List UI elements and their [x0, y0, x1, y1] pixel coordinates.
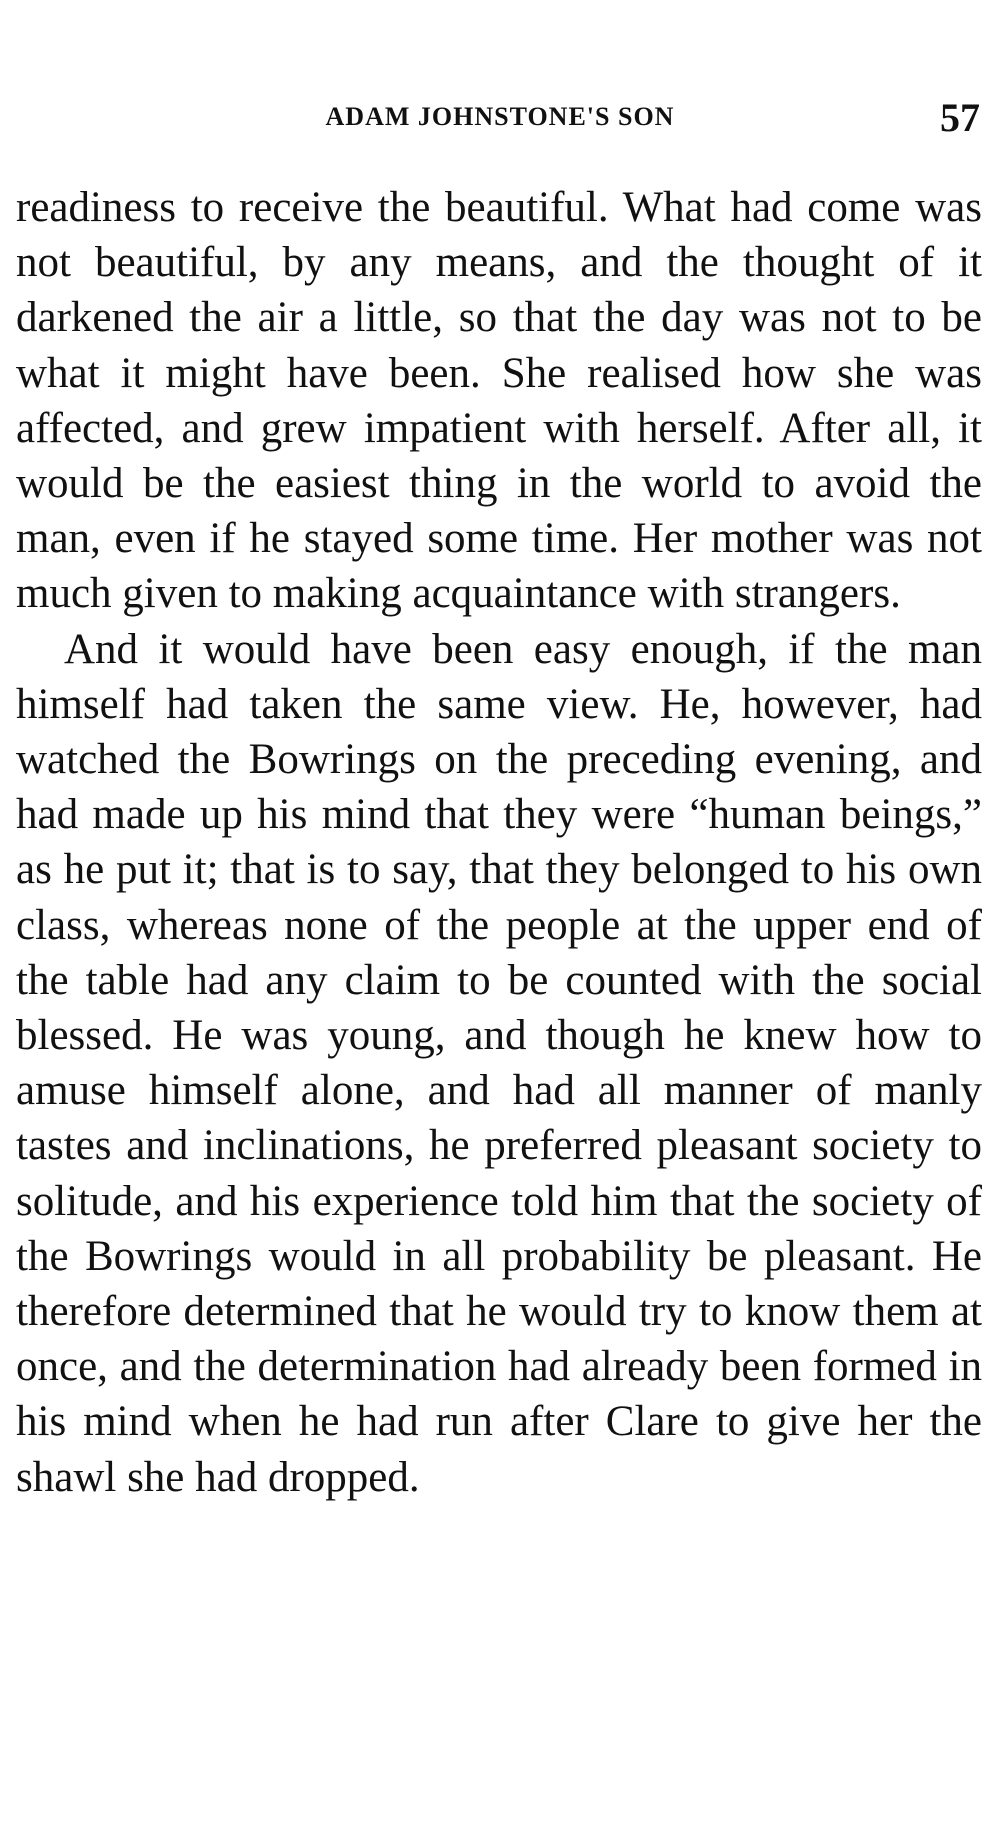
- paragraph: And it would have been easy enough, if the man himself had taken the same view. He, however, had watched the Bowrings on the preceding evening, and had made up his mind that they were “human beings,” as he put it; that is to say, that they belonged to his own class, whereas none of the people at the upper end of the table had any claim to be counted with the social blessed. He was young, and though he knew how to amuse himself alone, and had all manner of manly tastes and inclinations, he preferred pleasant society to solitude, and his experience told him that the society of the Bowrings would in all probability be pleasant. He therefore determined that he would try to know them at once, and the determination had already been formed in his mind when he had run after Clare to give her the shawl she had dropped.: [16, 625, 982, 1501]
- running-title: ADAM JOHNSTONE'S SON: [325, 102, 675, 131]
- paragraph-continuation: readiness to receive the beautiful. What had come was not beautiful, by any means, and the thought of it darkened the air a little, so that the day was not to be what it might have been. She realised how she was affected, and grew impatient with herself. After all, it would be the easiest thing in the world to avoid the man, even if he stayed some time. Her mother was not much given to making acquaintance with strangers.: [16, 184, 982, 618]
- body-text: [16, 180, 982, 1505]
- running-head: [0, 95, 1000, 140]
- page-number: 57: [940, 95, 980, 140]
